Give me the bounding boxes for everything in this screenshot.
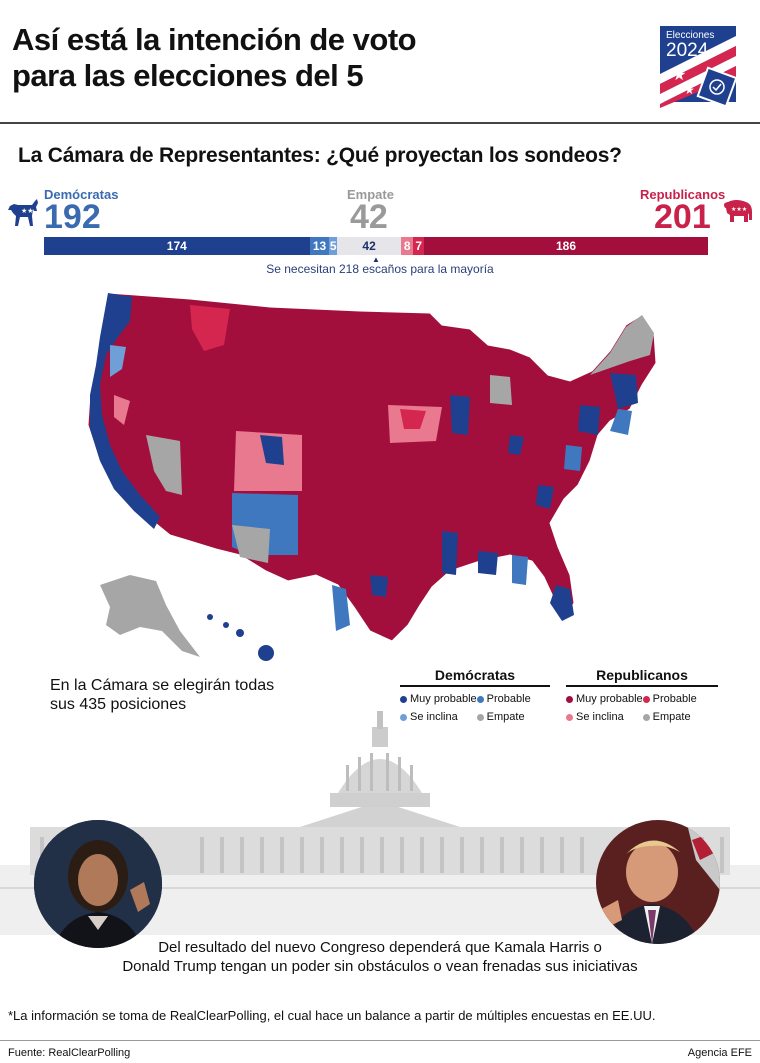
legend-dot-icon bbox=[566, 696, 573, 703]
svg-text:★★: ★★ bbox=[21, 207, 34, 215]
legend-dem-item: Muy probable bbox=[400, 693, 477, 705]
logo-word: Elecciones bbox=[666, 30, 715, 41]
donald-trump-portrait bbox=[596, 820, 720, 944]
legend-dem-title: Demócratas bbox=[400, 667, 550, 687]
us-house-map bbox=[70, 285, 690, 665]
header-divider bbox=[0, 122, 760, 124]
tie-total: 42 bbox=[350, 198, 388, 236]
legend-dot-icon bbox=[643, 696, 650, 703]
seat-bar-segment: 186 bbox=[424, 237, 708, 255]
legend-dem-item: Se inclina bbox=[400, 711, 477, 723]
seat-bar-segment: 8 bbox=[401, 237, 413, 255]
alaska-shape bbox=[100, 575, 200, 657]
tie-label: Empate bbox=[347, 187, 394, 202]
section-subtitle: La Cámara de Representantes: ¿Qué proyectan los sondeos? bbox=[18, 144, 622, 167]
footer-divider bbox=[0, 1040, 760, 1041]
page-title bbox=[12, 22, 632, 94]
caption-line-1: En la Cámara se elegirán todas bbox=[50, 677, 275, 694]
agency-credit: Agencia EFE bbox=[687, 1047, 752, 1059]
svg-text:★: ★ bbox=[672, 65, 687, 84]
elecciones-2024-logo bbox=[658, 24, 744, 110]
title-line-2: para las elecciones del 5 bbox=[12, 58, 364, 93]
legend-rep-item: Se inclina bbox=[566, 711, 643, 723]
svg-text:★: ★ bbox=[684, 83, 695, 97]
closing-line-2: Donald Trump tengan un poder sin obstáculos o vean frenadas sus iniciativas bbox=[122, 958, 638, 975]
seat-projection-bar bbox=[44, 237, 708, 255]
legend-rep-item: Empate bbox=[643, 711, 718, 723]
elephant-icon bbox=[722, 196, 754, 231]
legend-rep-item: Muy probable bbox=[566, 693, 643, 705]
legend-dot-icon bbox=[400, 696, 407, 703]
majority-marker-icon: ▲ bbox=[372, 255, 380, 264]
legend-dem-item: Empate bbox=[477, 711, 550, 723]
kamala-harris-portrait bbox=[34, 820, 162, 948]
hawaii-shape bbox=[207, 614, 274, 661]
legend-dem-item: Probable bbox=[477, 693, 550, 705]
closing-statement bbox=[0, 938, 760, 976]
donkey-icon bbox=[6, 196, 40, 233]
closing-line-1: Del resultado del nuevo Congreso dependerá que Kamala Harris o bbox=[158, 939, 602, 956]
title-line-1: Así está la intención de voto bbox=[12, 22, 417, 57]
legend-rep-title: Republicanos bbox=[566, 667, 718, 687]
source-credit: Fuente: RealClearPolling bbox=[8, 1047, 131, 1059]
majority-needed-note: Se necesitan 218 escaños para la mayoría bbox=[266, 262, 494, 276]
dem-label: Demócratas bbox=[44, 187, 119, 202]
svg-text:★★★: ★★★ bbox=[731, 206, 748, 213]
caption-line-2: sus 435 posiciones bbox=[50, 696, 187, 713]
seat-bar-segment: 7 bbox=[415, 239, 423, 253]
seat-bar-segment: 5 bbox=[329, 239, 337, 253]
logo-year: 2024 bbox=[666, 40, 709, 61]
seat-bar-segment: 174 bbox=[44, 237, 310, 255]
footnote: *La información se toma de RealClearPolling, el cual hace un balance a partir de múltiples encuestas en EE.UU. bbox=[8, 1008, 656, 1023]
legend-rep-item: Probable bbox=[643, 693, 718, 705]
dem-total: 192 bbox=[44, 198, 101, 236]
seat-bar-segment: 13 bbox=[310, 237, 330, 255]
rep-label: Republicanos bbox=[640, 187, 726, 202]
legend-dot-icon bbox=[477, 696, 484, 703]
rep-total: 201 bbox=[654, 198, 711, 236]
seat-bar-segment: 42 bbox=[337, 237, 401, 255]
